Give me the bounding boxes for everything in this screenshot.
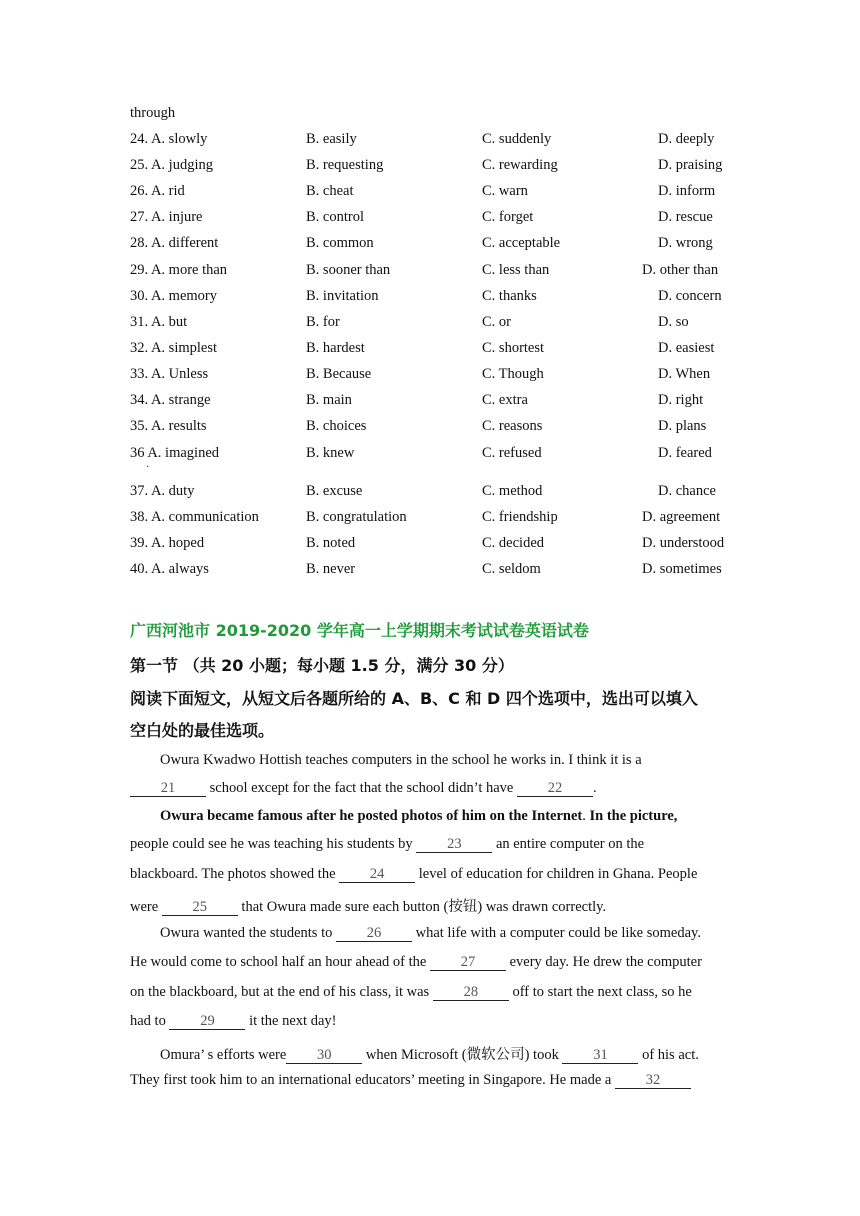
option-b: B. requesting bbox=[306, 157, 384, 173]
option-a: 30. A. memory bbox=[130, 288, 217, 304]
option-row bbox=[130, 561, 750, 583]
option-b: B. control bbox=[306, 209, 364, 225]
option-c: C. thanks bbox=[482, 288, 537, 304]
option-d: D. rescue bbox=[658, 209, 713, 225]
passage-line: Omura’ s efforts were 30 when Microsoft (微软公司) took 31 of his act. bbox=[160, 1047, 699, 1063]
option-a: 26. A. rid bbox=[130, 183, 185, 199]
option-d: D. concern bbox=[658, 288, 722, 304]
option-row bbox=[130, 445, 750, 467]
passage-line: 21 school except for the fact that the school didn’t have 22 . bbox=[130, 780, 597, 797]
option-d: D. easiest bbox=[658, 340, 715, 356]
option-d: D. wrong bbox=[658, 235, 713, 251]
option-a: 27. A. injure bbox=[130, 209, 203, 225]
option-c: C. acceptable bbox=[482, 235, 561, 251]
option-c: C. or bbox=[482, 314, 511, 330]
blank-32: 32 bbox=[615, 1073, 691, 1089]
passage-line: He would come to school half an hour ahead of the 27 every day. He drew the computer bbox=[130, 954, 702, 970]
option-b: B. cheat bbox=[306, 183, 354, 199]
option-b: B. knew bbox=[306, 445, 355, 461]
blank-31: 31 bbox=[562, 1048, 638, 1064]
option-d: D. deeply bbox=[658, 131, 715, 147]
instructions-line-2: 空白处的最佳选项。 bbox=[130, 721, 275, 740]
blank-28: 28 bbox=[433, 985, 509, 1001]
blank-21: 21 bbox=[130, 781, 206, 797]
option-b: B. congratulation bbox=[306, 509, 407, 525]
blank-29: 29 bbox=[169, 1014, 245, 1030]
option-a: 37. A. duty bbox=[130, 483, 195, 499]
option-row bbox=[130, 183, 750, 205]
blank-30: 30 bbox=[286, 1048, 362, 1064]
option-a: 34. A. strange bbox=[130, 392, 211, 408]
blank-22: 22 bbox=[517, 781, 593, 797]
section-heading: 第一节 （共 20 小题；每小题 1.5 分，满分 30 分） bbox=[130, 656, 514, 675]
option-b: B. never bbox=[306, 561, 356, 577]
instructions-line-1: 阅读下面短文，从短文后各题所给的 A、B、C 和 D 四个选项中，选出可以填入 bbox=[130, 689, 698, 708]
option-c: C. method bbox=[482, 483, 543, 499]
option-c: C. extra bbox=[482, 392, 528, 408]
blank-24: 24 bbox=[339, 867, 415, 883]
stray-dot: · bbox=[146, 462, 150, 473]
option-row bbox=[130, 483, 750, 505]
option-d: D. agreement bbox=[642, 509, 721, 525]
option-a: 36 A. imagined bbox=[130, 445, 220, 461]
option-b: B. noted bbox=[306, 535, 356, 551]
option-b: B. common bbox=[306, 235, 374, 251]
passage-line: were 25 that Owura made sure each button (按钮) was drawn correctly. bbox=[130, 899, 607, 915]
option-a: 33. A. Unless bbox=[130, 366, 209, 382]
option-c: C. reasons bbox=[482, 418, 543, 434]
option-d: D. understood bbox=[642, 535, 725, 551]
option-row bbox=[130, 209, 750, 231]
option-c: C. forget bbox=[482, 209, 534, 225]
option-d: D. When bbox=[658, 366, 711, 382]
option-row bbox=[130, 366, 750, 388]
blank-27: 27 bbox=[430, 955, 506, 971]
passage-line: blackboard. The photos showed the 24 level of education for children in Ghana. People bbox=[130, 866, 698, 882]
option-b: B. choices bbox=[306, 418, 367, 434]
option-row bbox=[130, 418, 750, 440]
blank-26: 26 bbox=[336, 926, 412, 942]
option-row bbox=[130, 535, 750, 557]
passage-line: people could see he was teaching his students by 23 an entire computer on the bbox=[130, 836, 645, 852]
option-a: 28. A. different bbox=[130, 235, 219, 251]
option-a: 39. A. hoped bbox=[130, 535, 205, 551]
passage-line: had to 29 it the next day! bbox=[130, 1013, 337, 1029]
option-c: C. decided bbox=[482, 535, 545, 551]
option-row bbox=[130, 131, 750, 153]
passage-line: on the blackboard, but at the end of his class, it was 28 off to start the next class, so he bbox=[130, 984, 692, 1000]
option-row bbox=[130, 340, 750, 362]
option-d: D. inform bbox=[658, 183, 716, 199]
option-a: 38. A. communication bbox=[130, 509, 259, 525]
option-b: B. easily bbox=[306, 131, 357, 147]
option-c: C. seldom bbox=[482, 561, 541, 577]
option-b: B. invitation bbox=[306, 288, 379, 304]
option-b: B. main bbox=[306, 392, 352, 408]
option-row bbox=[130, 288, 750, 310]
option-a: 40. A. always bbox=[130, 561, 209, 577]
option-c: C. friendship bbox=[482, 509, 558, 525]
option-row bbox=[130, 392, 750, 414]
passage-line: Owura became famous after he posted photos of him on the Internet. In the picture, bbox=[160, 808, 678, 824]
option-c: C. Though bbox=[482, 366, 544, 382]
option-d: D. right bbox=[658, 392, 704, 408]
carryover-word: through bbox=[130, 105, 176, 121]
blank-25: 25 bbox=[162, 900, 238, 916]
option-b: B. Because bbox=[306, 366, 372, 382]
option-a: 32. A. simplest bbox=[130, 340, 218, 356]
option-row bbox=[130, 262, 750, 284]
option-a: 35. A. results bbox=[130, 418, 207, 434]
option-d: D. other than bbox=[642, 262, 719, 278]
option-row bbox=[130, 157, 750, 179]
passage-line: They first took him to an international educators’ meeting in Singapore. He made a 32 bbox=[130, 1072, 691, 1089]
option-d: D. so bbox=[658, 314, 689, 330]
option-d: D. chance bbox=[658, 483, 716, 499]
option-c: C. shortest bbox=[482, 340, 545, 356]
option-row bbox=[130, 235, 750, 257]
option-d: D. plans bbox=[658, 418, 707, 434]
option-row bbox=[130, 314, 750, 336]
option-c: C. suddenly bbox=[482, 131, 552, 147]
option-c: C. warn bbox=[482, 183, 528, 199]
option-b: B. for bbox=[306, 314, 340, 330]
option-b: B. excuse bbox=[306, 483, 363, 499]
option-a: 29. A. more than bbox=[130, 262, 228, 278]
passage-line: Owura Kwadwo Hottish teaches computers in the school he works in. I think it is a bbox=[160, 752, 642, 768]
option-d: D. feared bbox=[658, 445, 712, 461]
option-c: C. less than bbox=[482, 262, 550, 278]
option-d: D. sometimes bbox=[642, 561, 722, 577]
option-row bbox=[130, 509, 750, 531]
option-c: C. rewarding bbox=[482, 157, 558, 173]
option-a: 31. A. but bbox=[130, 314, 188, 330]
option-a: 25. A. judging bbox=[130, 157, 213, 173]
option-a: 24. A. slowly bbox=[130, 131, 208, 147]
option-d: D. praising bbox=[658, 157, 723, 173]
option-b: B. sooner than bbox=[306, 262, 391, 278]
exam-title: 广西河池市 2019-2020 学年高一上学期期末考试试卷英语试卷 bbox=[130, 621, 589, 640]
option-b: B. hardest bbox=[306, 340, 365, 356]
blank-23: 23 bbox=[416, 837, 492, 853]
passage-line: Owura wanted the students to 26 what life with a computer could be like someday. bbox=[160, 925, 701, 941]
option-c: C. refused bbox=[482, 445, 542, 461]
